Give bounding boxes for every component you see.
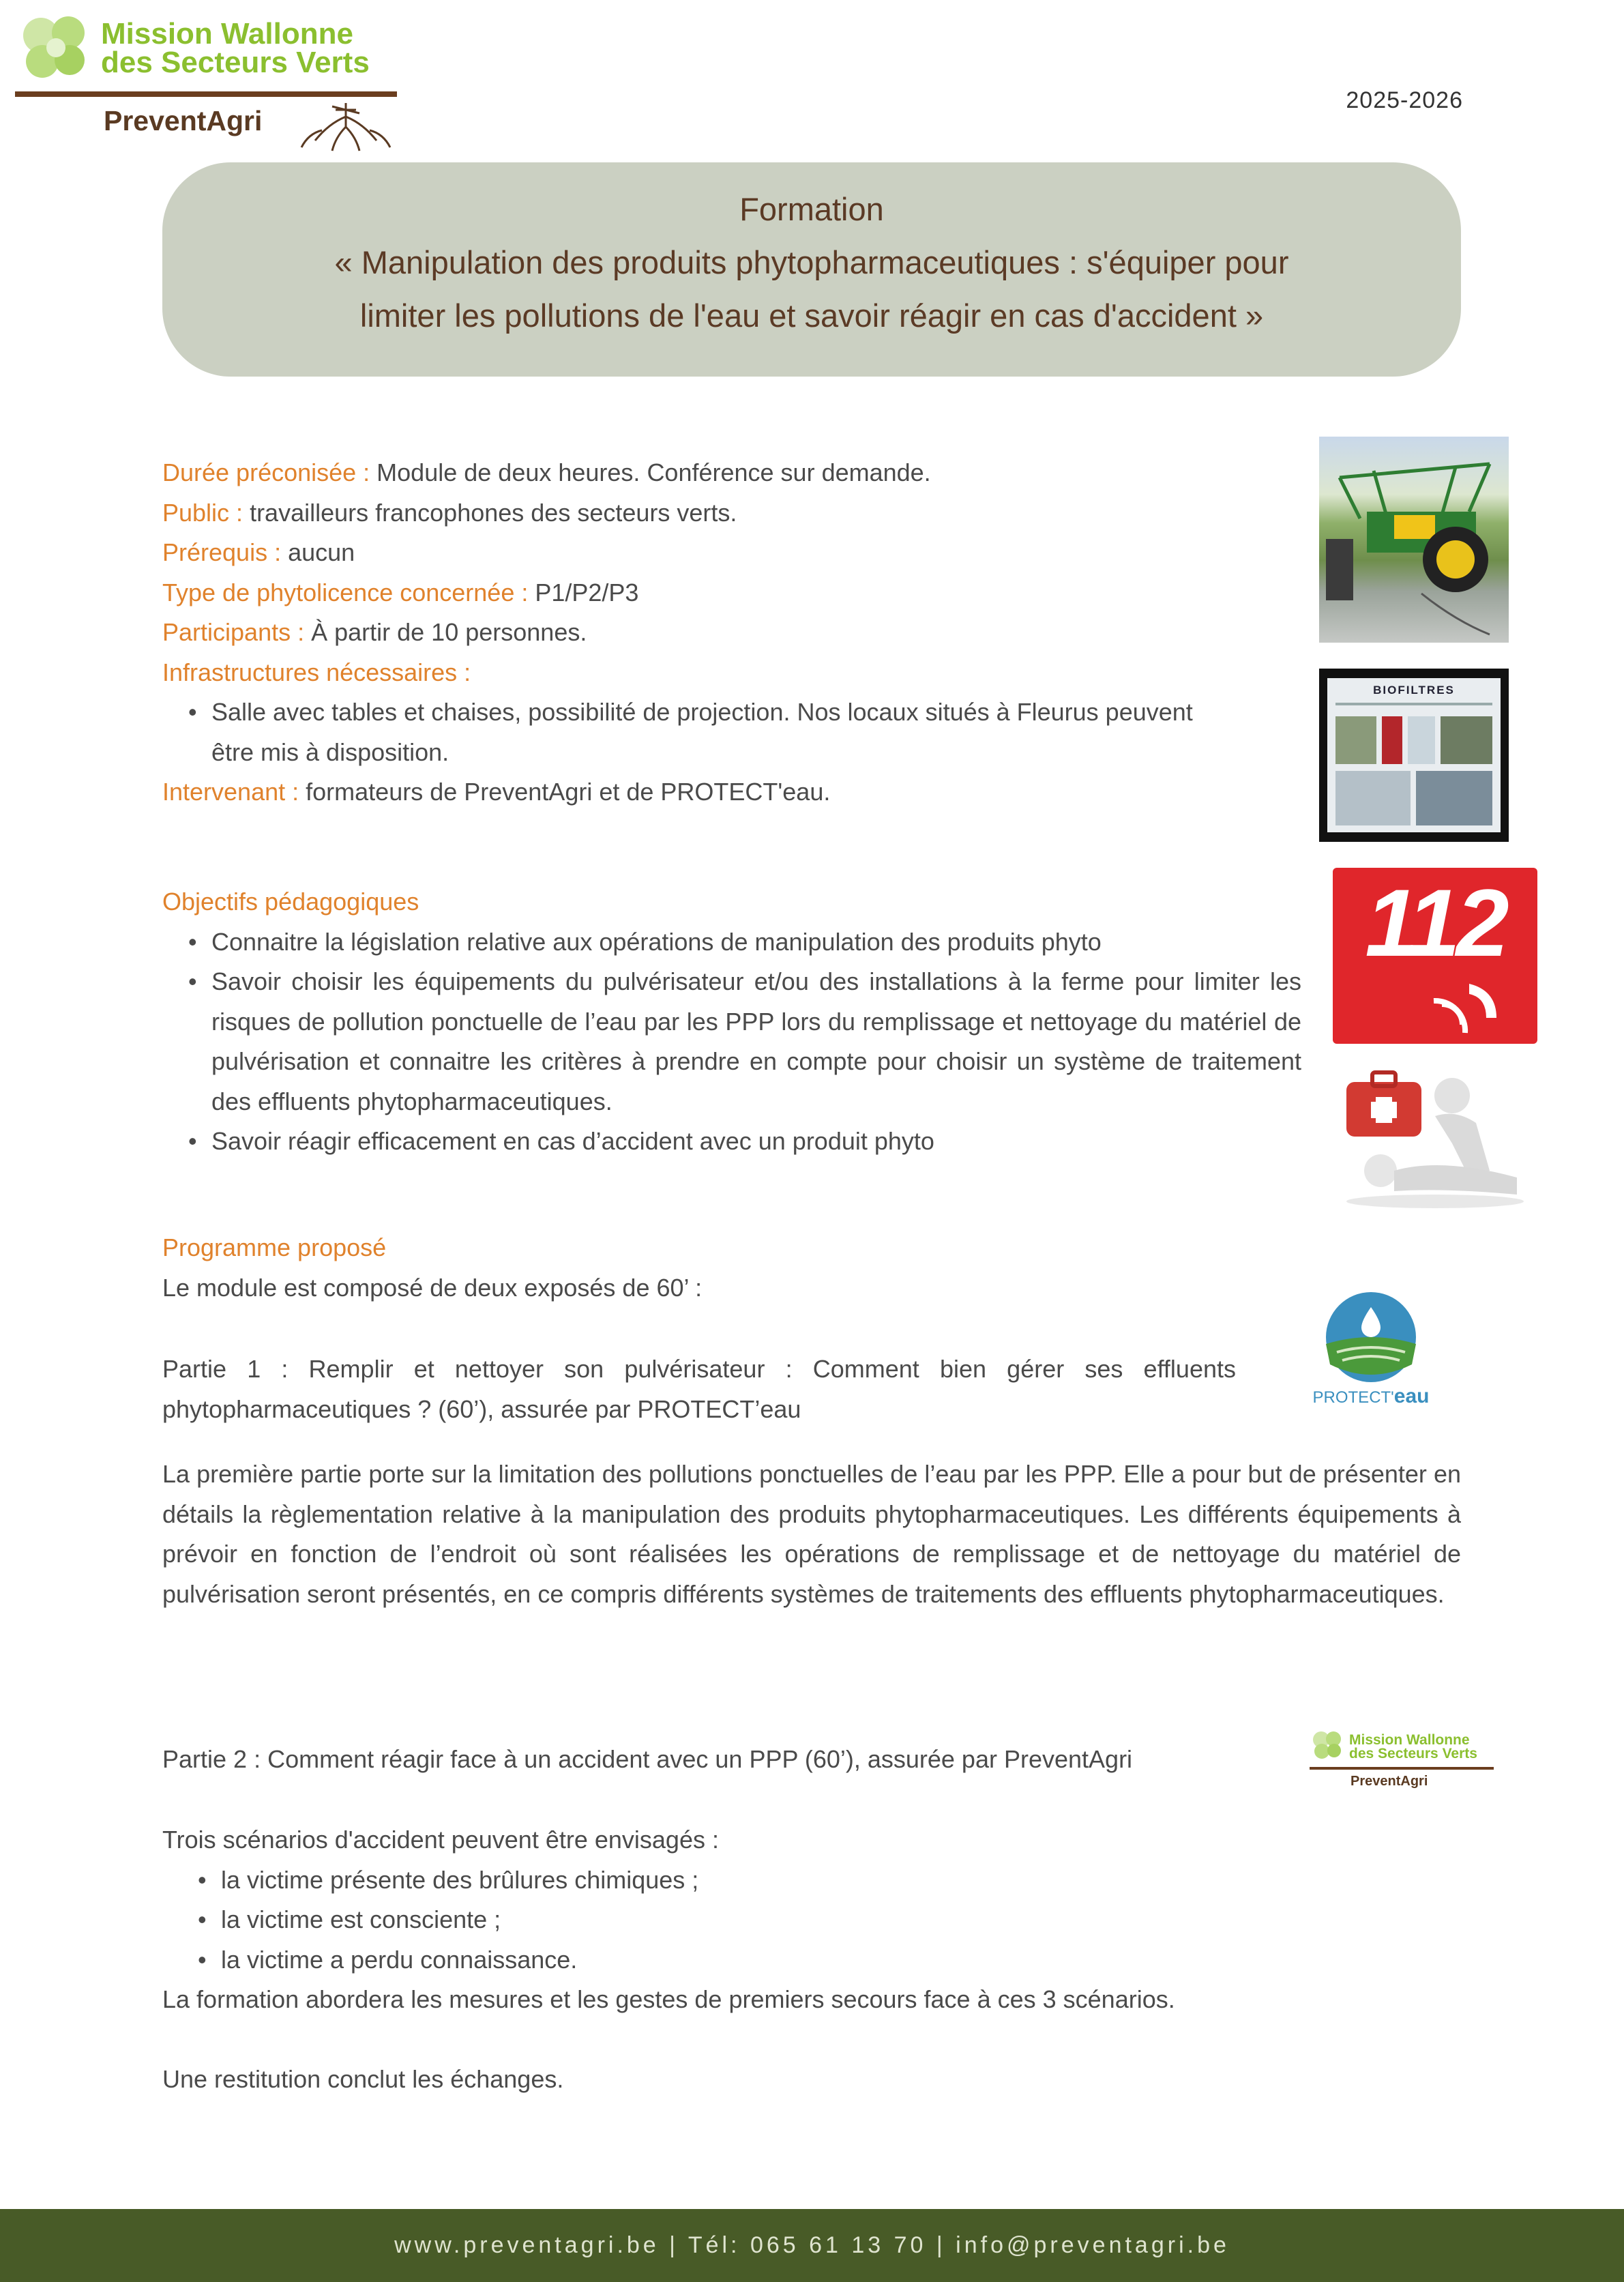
small-logo (1310, 1729, 1494, 1801)
participants-label: Participants : (162, 618, 305, 646)
type-label: Type de phytolicence concernée : (162, 578, 529, 606)
partie1-text: La première partie porte sur la limitation des pollutions ponctuelles de l’eau par les PPP. Elle a pour but de présenter en détails la règlementation relative à la manipulation des produits phytopharmaceutiques. Les différents équipements à prévoir en fonction de l’endroit où sont réalisées les opérations de remplissage et de nettoyage du matériel de pulvérisation seront présentés, en ce compris différents systèmes de traitements des effluents phytopharmaceutiques. (162, 1460, 1461, 1608)
objectifs-heading: Objectifs pédagogiques (162, 888, 419, 916)
scenarios-section (162, 1820, 1461, 2100)
poster-subtitle-bar (1335, 703, 1492, 705)
public-label: Public : (162, 498, 243, 527)
footer (0, 2209, 1624, 2282)
prerequis-label: Prérequis : (162, 538, 282, 566)
intervenant-value: formateurs de PreventAgri et de PROTECT'eau. (299, 778, 831, 806)
poster-photo-3 (1335, 771, 1411, 825)
duree-value: Module de deux heures. Conférence sur demande. (370, 458, 931, 486)
sprayer-illustration (1319, 437, 1509, 643)
school-year: 2025-2026 (1346, 87, 1463, 113)
poster-photo-4 (1416, 771, 1492, 825)
biofiltres-photo (1319, 669, 1509, 842)
clover-icon (15, 10, 97, 85)
emergency-number: 112 (1365, 869, 1505, 976)
small-logo-sub: PreventAgri (1350, 1774, 1428, 1789)
objectifs-list (211, 922, 1301, 1162)
infra-list (211, 692, 1194, 772)
poster-board (1327, 678, 1501, 832)
logo-preventagri: PreventAgri (104, 105, 263, 136)
info-participants (162, 613, 1240, 653)
programme-intro: Le module est composé de deux exposés de 60’ : (162, 1273, 703, 1302)
programme-heading: Programme proposé (162, 1233, 387, 1261)
poster-photo-2 (1441, 716, 1492, 764)
small-logo-line1: Mission Wallonne (1349, 1732, 1470, 1748)
objectif-item: • Connaitre la législation relative aux opérations de manipulation des produits phyto (211, 922, 1301, 963)
info-prerequis (162, 533, 1240, 573)
sprayer-photo (1319, 437, 1509, 643)
conclusion-text: Une restitution conclut les échanges. (162, 2065, 564, 2093)
info-duree (162, 453, 1240, 493)
poster-photo-1 (1335, 716, 1376, 764)
intervenant-label: Intervenant : (162, 778, 299, 806)
info-public (162, 493, 1240, 533)
phone-icon (1421, 970, 1510, 1038)
footer-contact: www.preventagri.be | Tél: 065 61 13 70 | info@preventagri.be (394, 2232, 1230, 2258)
header-logo (15, 10, 397, 153)
scenario-item: • la victime a perdu connaissance. (221, 1940, 1461, 1980)
small-clover-icon (1310, 1729, 1346, 1761)
first-aid-icon (1333, 1068, 1537, 1212)
first-aid-illustration (1333, 1068, 1537, 1212)
infra-item: • Salle avec tables et chaises, possibilité de projection. Nos locaux situés à Fleurus peuvent être mis à disposition. (211, 692, 1194, 772)
small-logo-line2: des Secteurs Verts (1349, 1746, 1477, 1761)
small-logo-divider (1310, 1767, 1494, 1770)
scenarios-intro: Trois scénarios d'accident peuvent être envisagés : (162, 1826, 719, 1854)
poster-block-red (1382, 716, 1402, 764)
title-line-3: limiter les pollutions de l'eau et savoir réagir en cas d'accident » (359, 297, 1264, 334)
poster-title: BIOFILTRES (1373, 684, 1455, 697)
logo-divider (15, 91, 397, 97)
objectif-item: • Savoir réagir efficacement en cas d’accident avec un produit phyto (211, 1122, 1301, 1162)
objectif-item: • Savoir choisir les équipements du pulvérisateur et/ou des installations à la ferme pour limiter les risques de pollution ponctuelle de l’eau par les PPP lors du remplissage et nettoyage du matériel de pulvérisation et connaitre les critères à prendre en compte pour choisir un système de traitement des effluents phytopharmaceutiques. (211, 962, 1301, 1122)
prerequis-value: aucun (281, 538, 355, 566)
info-section (162, 453, 1240, 813)
partie1-heading: Partie 1 : Remplir et nettoyer son pulvérisateur : Comment bien gérer ses effluents phytopharmaceutiques ? (60’), assurée par PROTECT’eau (162, 1355, 1236, 1423)
scenarios-list (221, 1860, 1461, 1980)
public-value: travailleurs francophones des secteurs verts. (243, 498, 737, 527)
poster-block (1408, 716, 1435, 764)
scenario-item: • la victime présente des brûlures chimiques ; (221, 1860, 1461, 1901)
logo-line1: Mission Wallonne (101, 17, 353, 50)
objectifs-section (162, 882, 1301, 1162)
title-line-2: « Manipulation des produits phytopharmaceutiques : s'équiper pour (334, 244, 1289, 280)
protecteau-label-1: PROTECT' (1312, 1388, 1394, 1407)
protecteau-label-2: eau (1393, 1385, 1430, 1407)
emergency-112-sign (1333, 868, 1537, 1044)
protecteau-logo (1310, 1289, 1432, 1412)
info-type (162, 573, 1240, 613)
water-drop-icon (1310, 1289, 1432, 1385)
participants-value: À partir de 10 personnes. (304, 618, 587, 646)
logo-line2: des Secteurs Verts (101, 46, 370, 79)
info-intervenant (162, 772, 1240, 813)
title-box (162, 162, 1461, 377)
mesures-text: La formation abordera les mesures et les gestes de premiers secours face à ces 3 scénarios. (162, 1985, 1175, 2013)
spacer (162, 2020, 1461, 2060)
partie2-heading: Partie 2 : Comment réagir face à un accident avec un PPP (60’), assurée par PreventAgri (162, 1745, 1133, 1773)
programme-section (162, 1228, 1254, 1308)
roots-icon (295, 100, 397, 154)
scenario-item: • la victime est consciente ; (221, 1900, 1461, 1940)
protecteau-label (1310, 1385, 1432, 1408)
type-value: P1/P2/P3 (528, 578, 639, 606)
title-formation: Formation (739, 191, 884, 227)
infra-label: Infrastructures nécessaires : (162, 658, 471, 686)
duree-label: Durée préconisée : (162, 458, 370, 486)
